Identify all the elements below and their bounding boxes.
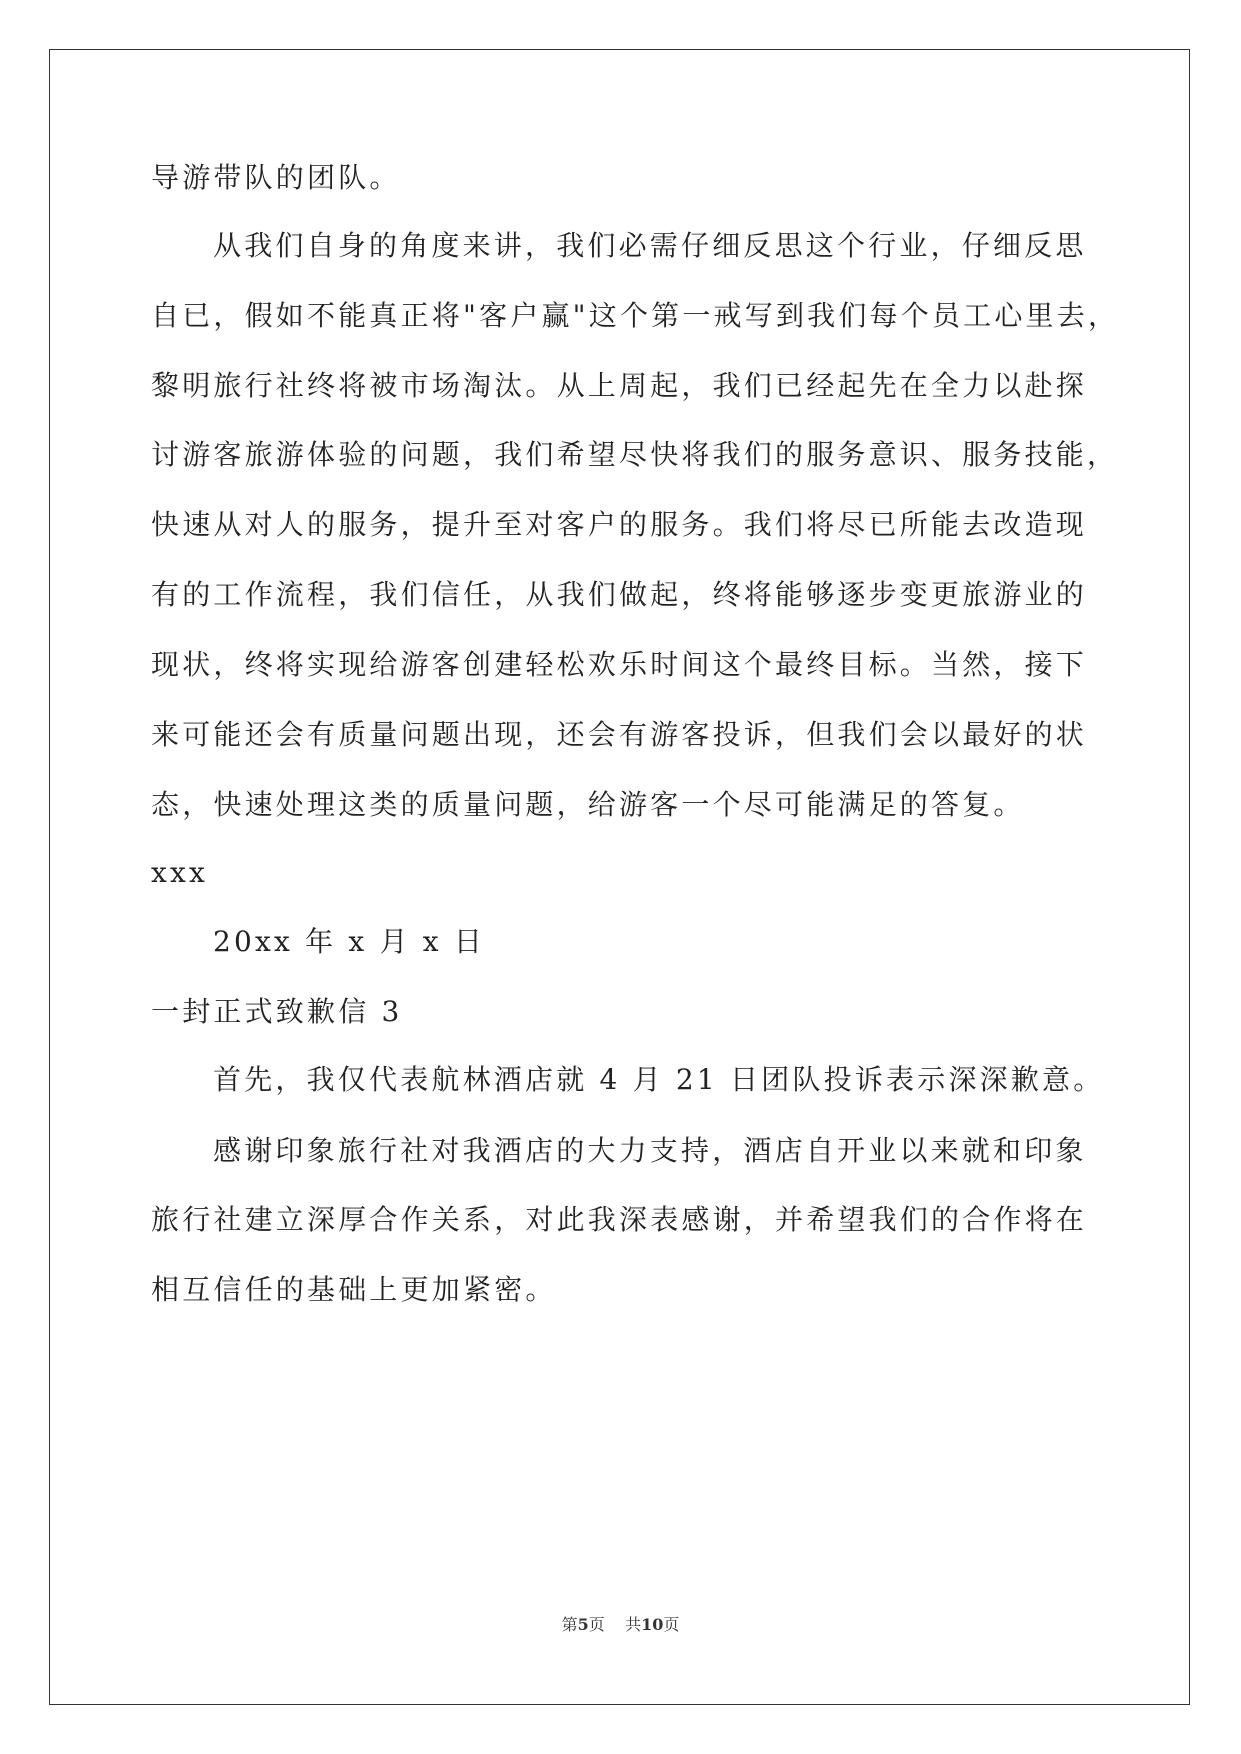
paragraph-line: 黎明旅行社终将被市场淘汰。从上周起，我们已经起先在全力以赴探 bbox=[151, 369, 1088, 402]
paragraph-line: 旅行社建立深厚合作关系，对此我深表感谢，并希望我们的合作将在 bbox=[151, 1203, 1088, 1236]
paragraph-line: 讨游客旅游体验的问题，我们希望尽快将我们的服务意识、服务技能， bbox=[151, 438, 1119, 471]
total-suffix: 页 bbox=[663, 1615, 680, 1634]
total-pages: 10 bbox=[641, 1615, 664, 1634]
page-suffix: 页 bbox=[588, 1615, 605, 1634]
paragraph-line: 感谢印象旅行社对我酒店的大力支持，酒店自开业以来就和印象 bbox=[213, 1134, 1087, 1167]
paragraph-line: 自已，假如不能真正将"客户赢"这个第一戒写到我们每个员工心里去， bbox=[151, 299, 1120, 332]
paragraph-line: 导游带队的团队。 bbox=[151, 161, 401, 194]
paragraph-line: 态，快速处理这类的质量问题，给游客一个尽可能满足的答复。 bbox=[151, 788, 1025, 821]
section-heading: 一封正式致歉信 3 bbox=[151, 995, 403, 1028]
signature-date: 20xx 年 x 月 x 日 bbox=[213, 925, 486, 958]
paragraph-line: 快速从对人的服务，提升至对客户的服务。我们将尽已所能去改造现 bbox=[151, 508, 1088, 541]
paragraph-line: 现状，终将实现给游客创建轻松欢乐时间这个最终目标。当然，接下 bbox=[151, 648, 1088, 681]
paragraph-line: 首先，我仅代表航林酒店就 4 月 21 日团队投诉表示深深歉意。 bbox=[213, 1063, 1105, 1096]
page-prefix: 第 bbox=[561, 1615, 578, 1634]
paragraph-line: 有的工作流程，我们信任，从我们做起，终将能够逐步变更旅游业的 bbox=[151, 578, 1088, 611]
page-number: 5 bbox=[577, 1615, 589, 1634]
signature-name: xxx bbox=[151, 856, 208, 889]
page-footer bbox=[0, 1615, 1241, 1635]
paragraph-line: 来可能还会有质量问题出现，还会有游客投诉，但我们会以最好的状 bbox=[151, 718, 1088, 751]
total-prefix: 共 bbox=[625, 1615, 642, 1634]
paragraph-line: 从我们自身的角度来讲，我们必需仔细反思这个行业，仔细反思 bbox=[213, 229, 1087, 262]
paragraph-line: 相互信任的基础上更加紧密。 bbox=[151, 1273, 557, 1306]
